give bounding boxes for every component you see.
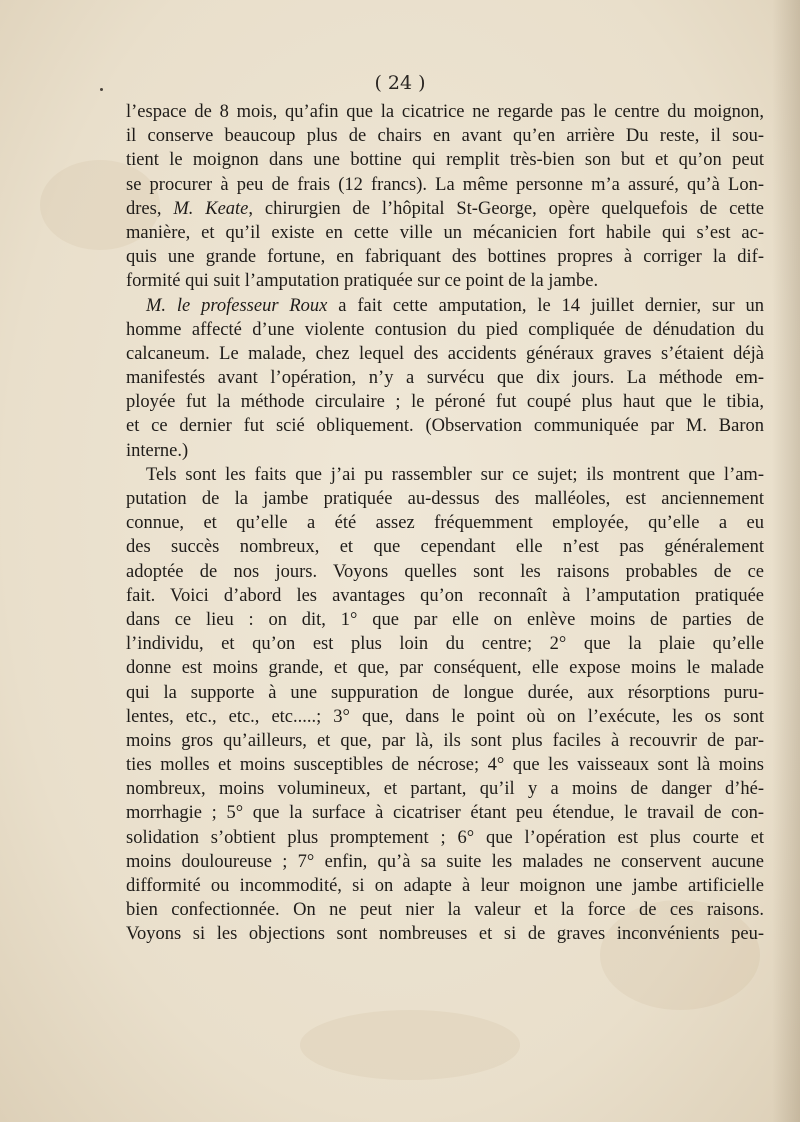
text-line: l’espace de 8 mois, qu’afin que la cicatrice ne regarde pas le centre du moignon, bbox=[126, 102, 764, 122]
text-line: dans ce lieu : on dit, 1° que par elle on enlève moins de parties de bbox=[126, 609, 764, 630]
text-line: bien confectionnée. On ne peut nier la valeur et la force de ces raisons. bbox=[126, 900, 764, 921]
text-line: Tels sont les faits que j’ai pu rassembler sur ce sujet; ils montrent que l’am- bbox=[146, 464, 764, 485]
text-line: formité qui suit l’amputation pratiquée sur ce point de la jambe. bbox=[126, 271, 599, 292]
text-line: fait. Voici d’abord les avantages qu’on reconnaît à l’amputation pratiquée bbox=[126, 585, 764, 606]
italic-name: M. le professeur Roux bbox=[146, 295, 328, 316]
text-line bbox=[126, 197, 764, 221]
italic-name: M. Keate bbox=[173, 198, 249, 219]
page-number: ( 24 ) bbox=[374, 72, 426, 94]
text-line: l’individu, et qu’on est plus loin du centre; 2° que la plaie qu’elle bbox=[126, 634, 764, 655]
text-line: calcaneum. Le malade, chez lequel des accidents généraux graves s’étaient déjà bbox=[126, 343, 764, 364]
text-line: lentes, etc., etc., etc.....; 3° que, dans le point où on l’exécute, les os sont bbox=[126, 706, 764, 727]
text-line: ties molles et moins susceptibles de nécrose; 4° que les vaisseaux sont là moins bbox=[126, 755, 764, 776]
text-line: difformité ou incommodité, si on adapte à leur moignon une jambe artificielle bbox=[126, 876, 764, 896]
text-line: se procurer à peu de frais (12 francs). La même personne m’a assuré, qu’à Lon- bbox=[126, 174, 764, 195]
text-line: quis une grande fortune, en fabriquant des bottines propres à corriger la dif- bbox=[126, 247, 764, 268]
text-line: moins douloureuse ; 7° enfin, qu’à sa suite les malades ne conservent aucune bbox=[126, 851, 764, 872]
text-line: morrhagie ; 5° que la surface à cicatriser étant peu étendue, le travail de con- bbox=[126, 803, 764, 824]
text-line: nombreux, moins volumineux, et partant, qu’il y a moins de danger d’hé- bbox=[126, 779, 764, 800]
text-run: a fait cette amputation, le 14 juillet dernier, sur un bbox=[327, 295, 764, 316]
body-text bbox=[126, 100, 764, 947]
text-line: homme affecté d’une violente contusion du pied compliquée de dénudation du bbox=[126, 319, 764, 340]
text-line: manière, et qu’il existe en cette ville un mécanicien fort habile qui s’est ac- bbox=[126, 222, 764, 243]
text-line bbox=[126, 294, 764, 318]
paper-stain bbox=[300, 1010, 520, 1080]
text-line: des succès nombreux, et que cependant elle n’est pas généralement bbox=[126, 537, 764, 558]
text-line: solidation s’obtient plus promptement ; 6° que l’opération est plus courte et bbox=[126, 827, 764, 848]
text-line: qui la supporte à une suppuration de longue durée, aux résorptions puru- bbox=[126, 682, 764, 703]
text-line: Voyons si les objections sont nombreuses et si de graves inconvénients peu- bbox=[126, 924, 764, 945]
text-line: manifestés avant l’opération, n’y a survécu que dix jours. La méthode em- bbox=[126, 368, 764, 389]
text-line: interne.) bbox=[126, 440, 189, 461]
text-line: connue, et qu’elle a été assez fréquemment employée, qu’elle a eu bbox=[126, 513, 764, 534]
text-line: moins gros qu’ailleurs, et que, par là, ils sont plus faciles à recouvrir de par- bbox=[126, 730, 764, 751]
page-edge-shadow bbox=[772, 0, 800, 1122]
text-line: et ce dernier fut scié obliquement. (Observation communiquée par M. Baron bbox=[126, 416, 764, 437]
text-run: dres, bbox=[126, 198, 174, 219]
text-line: putation de la jambe pratiquée au-dessus des malléoles, est anciennement bbox=[126, 489, 764, 509]
text-line: ployée fut la méthode circulaire ; le péroné fut coupé plus haut que le tibia, bbox=[126, 392, 764, 413]
text-line: il conserve beaucoup plus de chairs en avant qu’en arrière Du reste, il sou- bbox=[126, 126, 764, 147]
text-run: , chirurgien de l’hôpital St-George, opère quelquefois de cette bbox=[248, 198, 764, 219]
text-line: adoptée de nos jours. Voyons quelles sont les raisons probables de ce bbox=[126, 561, 764, 582]
text-line: donne est moins grande, et que, par conséquent, elle expose moins le malade bbox=[126, 658, 764, 679]
text-line: tient le moignon dans une bottine qui remplit très-bien son but et qu’on peut bbox=[126, 150, 764, 171]
